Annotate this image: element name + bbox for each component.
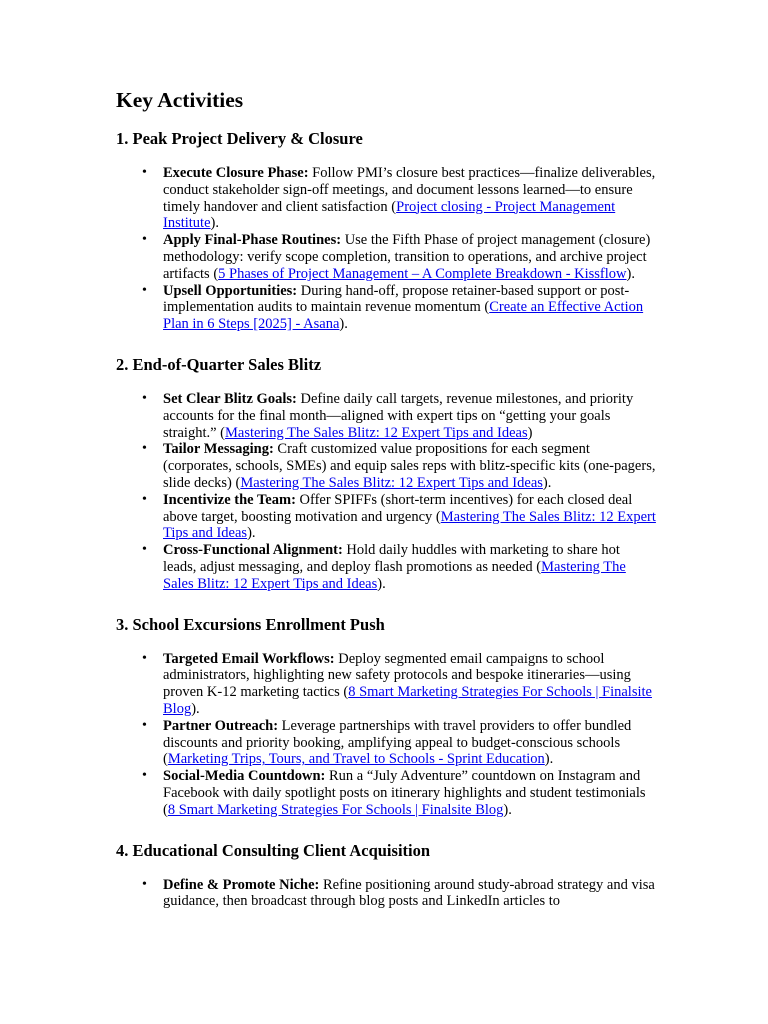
section-heading: 2. End-of-Quarter Sales Blitz [116,354,322,374]
item-label: Targeted Email Workflows: [163,650,335,667]
source-link[interactable]: 5 Phases of Project Management – A Complete Breakdown - Kissflow [218,265,627,282]
item-label: Social-Media Countdown: [163,768,326,785]
source-link[interactable]: Project closing - Project Management Institute [163,198,616,232]
item-label: Tailor Messaging: [163,441,274,458]
item-label: Cross-Functional Alignment: [163,542,343,559]
item-text: During hand-off, propose retainer-based support or post-implementation audits to maintain revenue momentum ( [163,282,630,316]
item-suffix: ). [542,474,552,491]
item-suffix: ). [210,215,219,232]
item-suffix: ) [527,424,533,441]
source-link[interactable]: Create an Effective Action Plan in 6 Steps [2025] - Asana [163,299,644,333]
source-link[interactable]: Mastering The Sales Blitz: 12 Expert Tips and Ideas [163,508,656,542]
item-suffix: ). [191,700,200,717]
source-link[interactable]: 8 Smart Marketing Strategies For Schools | Finalsite Blog [167,801,504,818]
item-suffix: ). [339,316,348,333]
item-text: Craft customized value propositions for each segment (corporates, schools, SMEs) and equip sales reps with blitz-specific kits (one-pagers, slide decks) ( [163,441,656,491]
list-item [163,441,656,491]
list-item [163,283,656,333]
item-text: Leverage partnerships with travel providers to offer bundled discounts and priority booking, amplifying appeal to budget-conscious schools ( [163,717,632,768]
item-text: Deploy segmented email campaigns to school administrators, highlighting new safety protocols and bespoke itineraries—using proven K-12 marketing tactics ( [163,650,631,701]
item-text: Hold daily huddles with marketing to share hot leads, adjust messaging, and deploy flash promotions as needed ( [163,542,620,575]
list-item [163,232,656,282]
section-heading: 1. Peak Project Delivery & Closure [116,129,363,148]
item-suffix: ). [503,801,512,818]
item-suffix: ). [247,525,256,542]
item-label: Execute Closure Phase: [163,165,309,181]
item-text: Offer SPIFFs (short-term incentives) for each closed deal above target, boosting motivation and urgency ( [163,491,633,525]
bullet-list [116,391,656,593]
bullet-list [116,651,656,819]
item-label: Incentivize the Team: [163,491,296,508]
list-item [163,391,656,441]
list-item [163,718,656,768]
item-label: Apply Final-Phase Routines: [163,232,342,249]
item-text: Run a “July Adventure” countdown on Instagram and Facebook with daily spotlight posts on itinerary highlights and student testimonials ( [163,768,646,818]
item-label: Define & Promote Niche: [163,876,320,893]
source-link[interactable]: Marketing Trips, Tours, and Travel to Schools - Sprint Education [167,751,545,768]
bullet-list [116,165,656,333]
list-item [163,492,656,542]
item-label: Upsell Opportunities: [163,282,298,299]
item-suffix: ). [544,751,554,768]
item-text: Refine positioning around study-abroad strategy and visa guidance, then broadcast through blog posts and LinkedIn articles to [163,876,655,910]
item-text: Define daily call targets, revenue milestones, and priority accounts for the final month—aligned with expert tips on “getting your goals straight.” ( [163,390,634,441]
item-text: Follow PMI’s closure best practices—finalize deliverables, conduct stakeholder sign-off meetings, and document lessons learned—to ensure timely handover and client satisfaction ( [163,165,656,215]
item-suffix: ). [377,575,386,592]
item-suffix: ). [626,265,635,282]
list-item [163,877,656,911]
source-link[interactable]: Mastering The Sales Blitz: 12 Expert Tips and Ideas [225,424,528,441]
bullet-list [116,877,656,911]
list-item [163,165,656,232]
document-page [116,86,656,931]
item-text: Use the Fifth Phase of project management (closure) methodology: verify scope completion, transition to operations, and archive project artifacts ( [163,232,651,282]
list-item [163,542,656,592]
section-heading: 3. School Excursions Enrollment Push [116,614,385,634]
section-heading: 4. Educational Consulting Client Acquisition [116,840,431,860]
source-link[interactable]: Mastering The Sales Blitz: 12 Expert Tips and Ideas [240,474,543,491]
list-item [163,651,656,718]
page-title: Key Activities [116,88,244,112]
list-item [163,768,656,818]
source-link[interactable]: Mastering The Sales Blitz: 12 Expert Tips and Ideas [163,558,626,592]
item-label: Partner Outreach: [163,717,279,734]
source-link[interactable]: 8 Smart Marketing Strategies For Schools | Finalsite Blog [163,684,652,717]
item-label: Set Clear Blitz Goals: [163,390,297,407]
